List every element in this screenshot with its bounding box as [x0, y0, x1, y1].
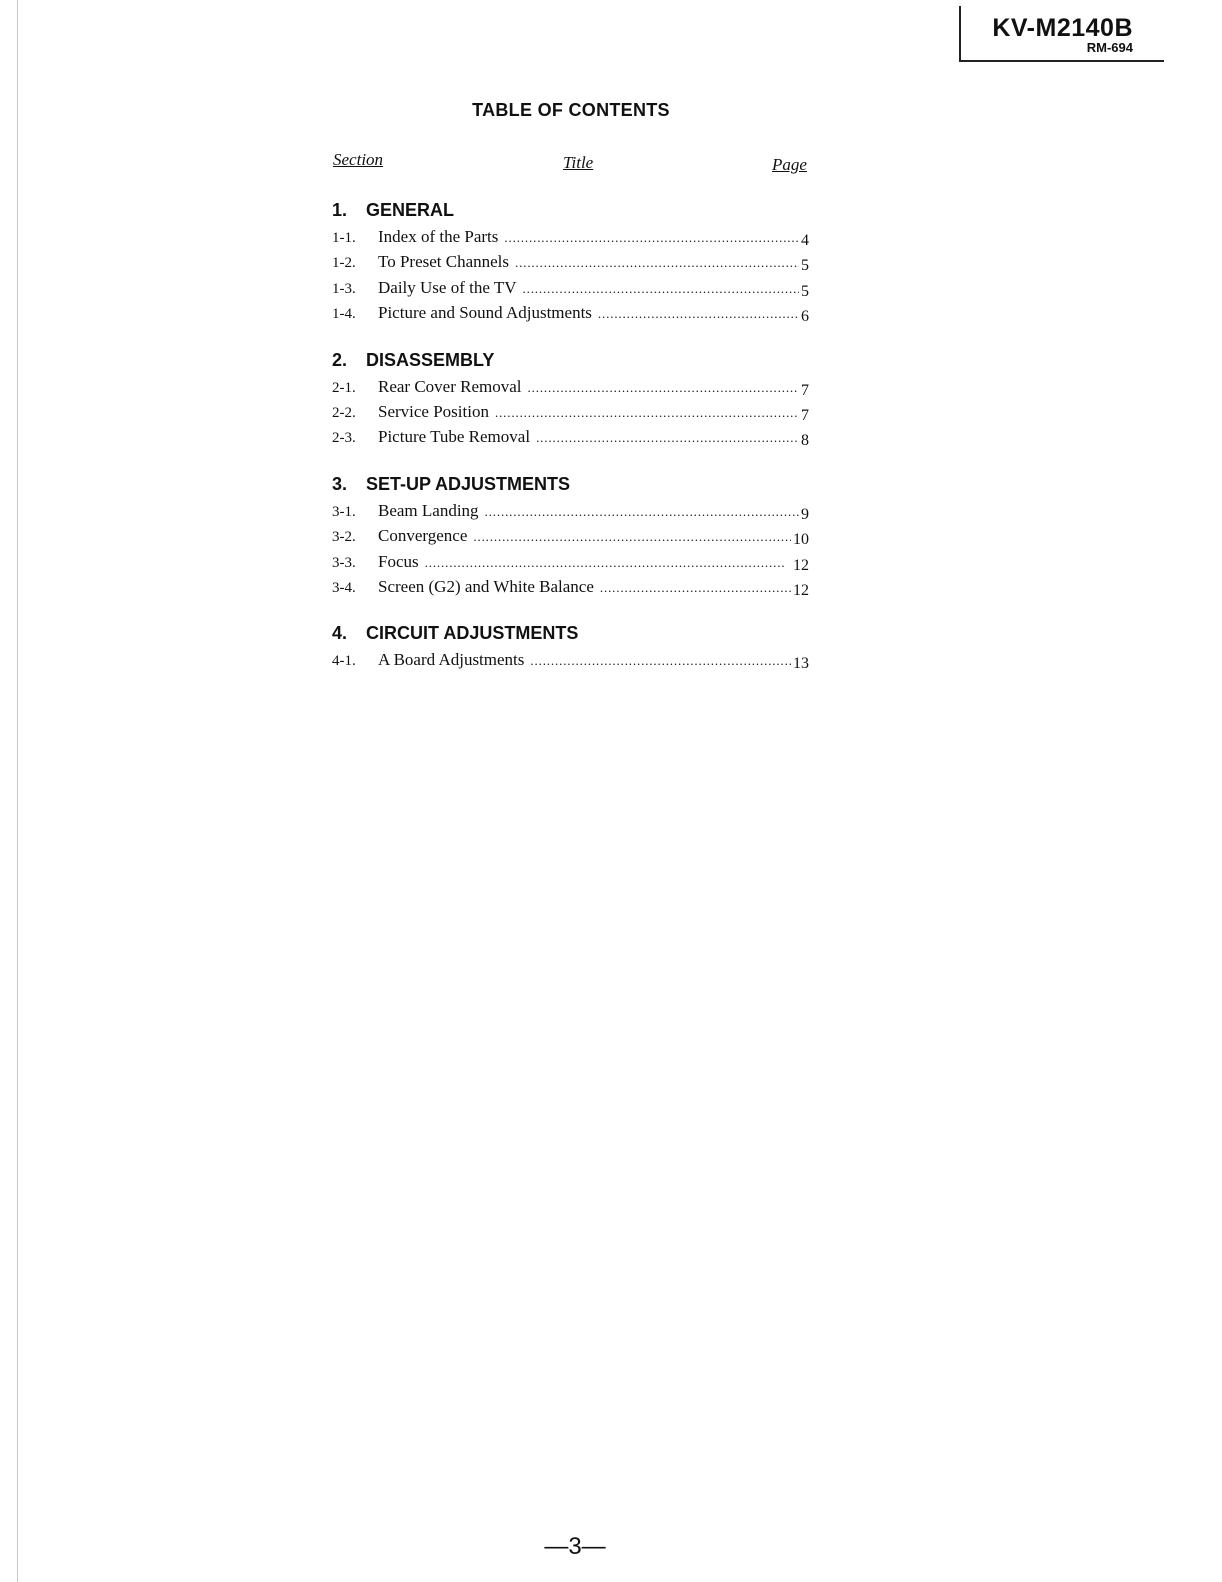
column-header-title: Title [563, 153, 594, 172]
toc-entry [332, 300, 809, 325]
toc-entry-number: 3-4. [332, 579, 356, 596]
toc-group [332, 620, 809, 672]
toc-entry-title: Beam Landing [378, 500, 479, 520]
toc-entry-number: 3-1. [332, 503, 356, 520]
model-name: KV-M2140B [992, 14, 1133, 42]
toc-entry-page: 6 [801, 308, 809, 326]
toc-entry-page: 4 [801, 232, 809, 249]
toc-entry-page: 7 [801, 406, 809, 424]
toc-leader-dots [495, 400, 799, 425]
toc-entry-title: Screen (G2) and White Balance [378, 576, 594, 596]
toc-leader-dots [536, 425, 799, 450]
toc-entry-title: To Preset Channels [378, 252, 510, 272]
toc-entry-number: 1-2. [332, 255, 356, 272]
toc-leader-dots [600, 575, 791, 600]
toc-group-heading [332, 471, 809, 498]
toc-entry [332, 424, 809, 449]
toc-leader-dots [528, 375, 799, 400]
toc-group [332, 347, 809, 450]
toc-entry-number: 3-2. [332, 529, 356, 546]
toc-leader-dots [523, 276, 800, 301]
toc-leader-dots [598, 301, 799, 326]
toc-group-number: 1. [332, 200, 348, 220]
table-of-contents [332, 197, 809, 694]
toc-entry-number: 2-3. [332, 430, 356, 447]
toc-entry-title: Index of the Parts [378, 227, 499, 246]
toc-group-title: DISASSEMBLY [366, 349, 495, 370]
toc-entry-page: 9 [801, 505, 809, 523]
remote-model: RM-694 [1086, 40, 1133, 55]
toc-entry-title: Picture Tube Removal [378, 427, 531, 447]
toc-entry-page: 5 [801, 282, 809, 300]
toc-entry-number: 4-1. [332, 653, 356, 670]
toc-entry-title: Service Position [378, 401, 489, 421]
column-header-section: Section [333, 150, 384, 169]
toc-group [332, 471, 809, 600]
toc-group-title: CIRCUIT ADJUSTMENTS [366, 623, 579, 644]
toc-title: TABLE OF CONTENTS [472, 100, 670, 120]
toc-entry-page: 8 [801, 432, 809, 450]
toc-entry-number: 2-2. [332, 404, 356, 421]
toc-entry-title: Rear Cover Removal [378, 376, 522, 396]
toc-entry-page: 5 [801, 257, 809, 275]
toc-group-number: 2. [332, 349, 348, 370]
toc-entry [332, 523, 809, 548]
toc-entry [332, 549, 809, 574]
toc-entry-page: 10 [793, 531, 809, 549]
model-header-box [959, 6, 1164, 62]
toc-entry [332, 574, 809, 599]
toc-leader-dots [473, 524, 791, 549]
toc-entry [332, 647, 809, 672]
toc-group-heading [332, 347, 809, 374]
toc-entry-number: 1-1. [332, 230, 356, 246]
toc-leader-dots [425, 550, 791, 575]
toc-leader-dots [485, 499, 799, 524]
page-number: —3— [544, 1533, 606, 1560]
toc-entry [332, 374, 809, 399]
toc-entry-page: 12 [793, 556, 809, 574]
toc-entry-title: Convergence [378, 526, 468, 546]
toc-entry-title: A Board Adjustments [378, 650, 525, 670]
toc-entry-number: 2-1. [332, 379, 356, 396]
toc-group-title: GENERAL [366, 200, 455, 220]
toc-entry-title: Focus [378, 551, 419, 571]
toc-entry-title: Picture and Sound Adjustments [378, 303, 592, 323]
toc-entry-page: 7 [801, 381, 809, 399]
toc-group-heading [332, 620, 809, 647]
column-header-page: Page [772, 155, 807, 174]
toc-entry [332, 249, 809, 274]
toc-leader-dots [530, 648, 791, 673]
toc-leader-dots [504, 225, 799, 250]
toc-group-heading [332, 197, 809, 224]
toc-entry-number: 3-3. [332, 554, 356, 571]
toc-entry-number: 1-3. [332, 280, 356, 297]
toc-group-number: 3. [332, 473, 348, 494]
toc-group-title: SET-UP ADJUSTMENTS [366, 473, 571, 494]
toc-entry [332, 275, 809, 300]
toc-entry-title: Daily Use of the TV [378, 277, 517, 297]
toc-entry [332, 224, 809, 249]
toc-group [332, 197, 809, 326]
toc-entry-page: 13 [793, 655, 809, 673]
toc-entry [332, 399, 809, 424]
toc-leader-dots [515, 250, 799, 275]
toc-entry-number: 1-4. [332, 306, 356, 323]
toc-group-number: 4. [332, 623, 348, 644]
left-margin-rule [17, 0, 18, 1582]
toc-entry-page: 12 [793, 581, 809, 599]
toc-entry [332, 498, 809, 523]
